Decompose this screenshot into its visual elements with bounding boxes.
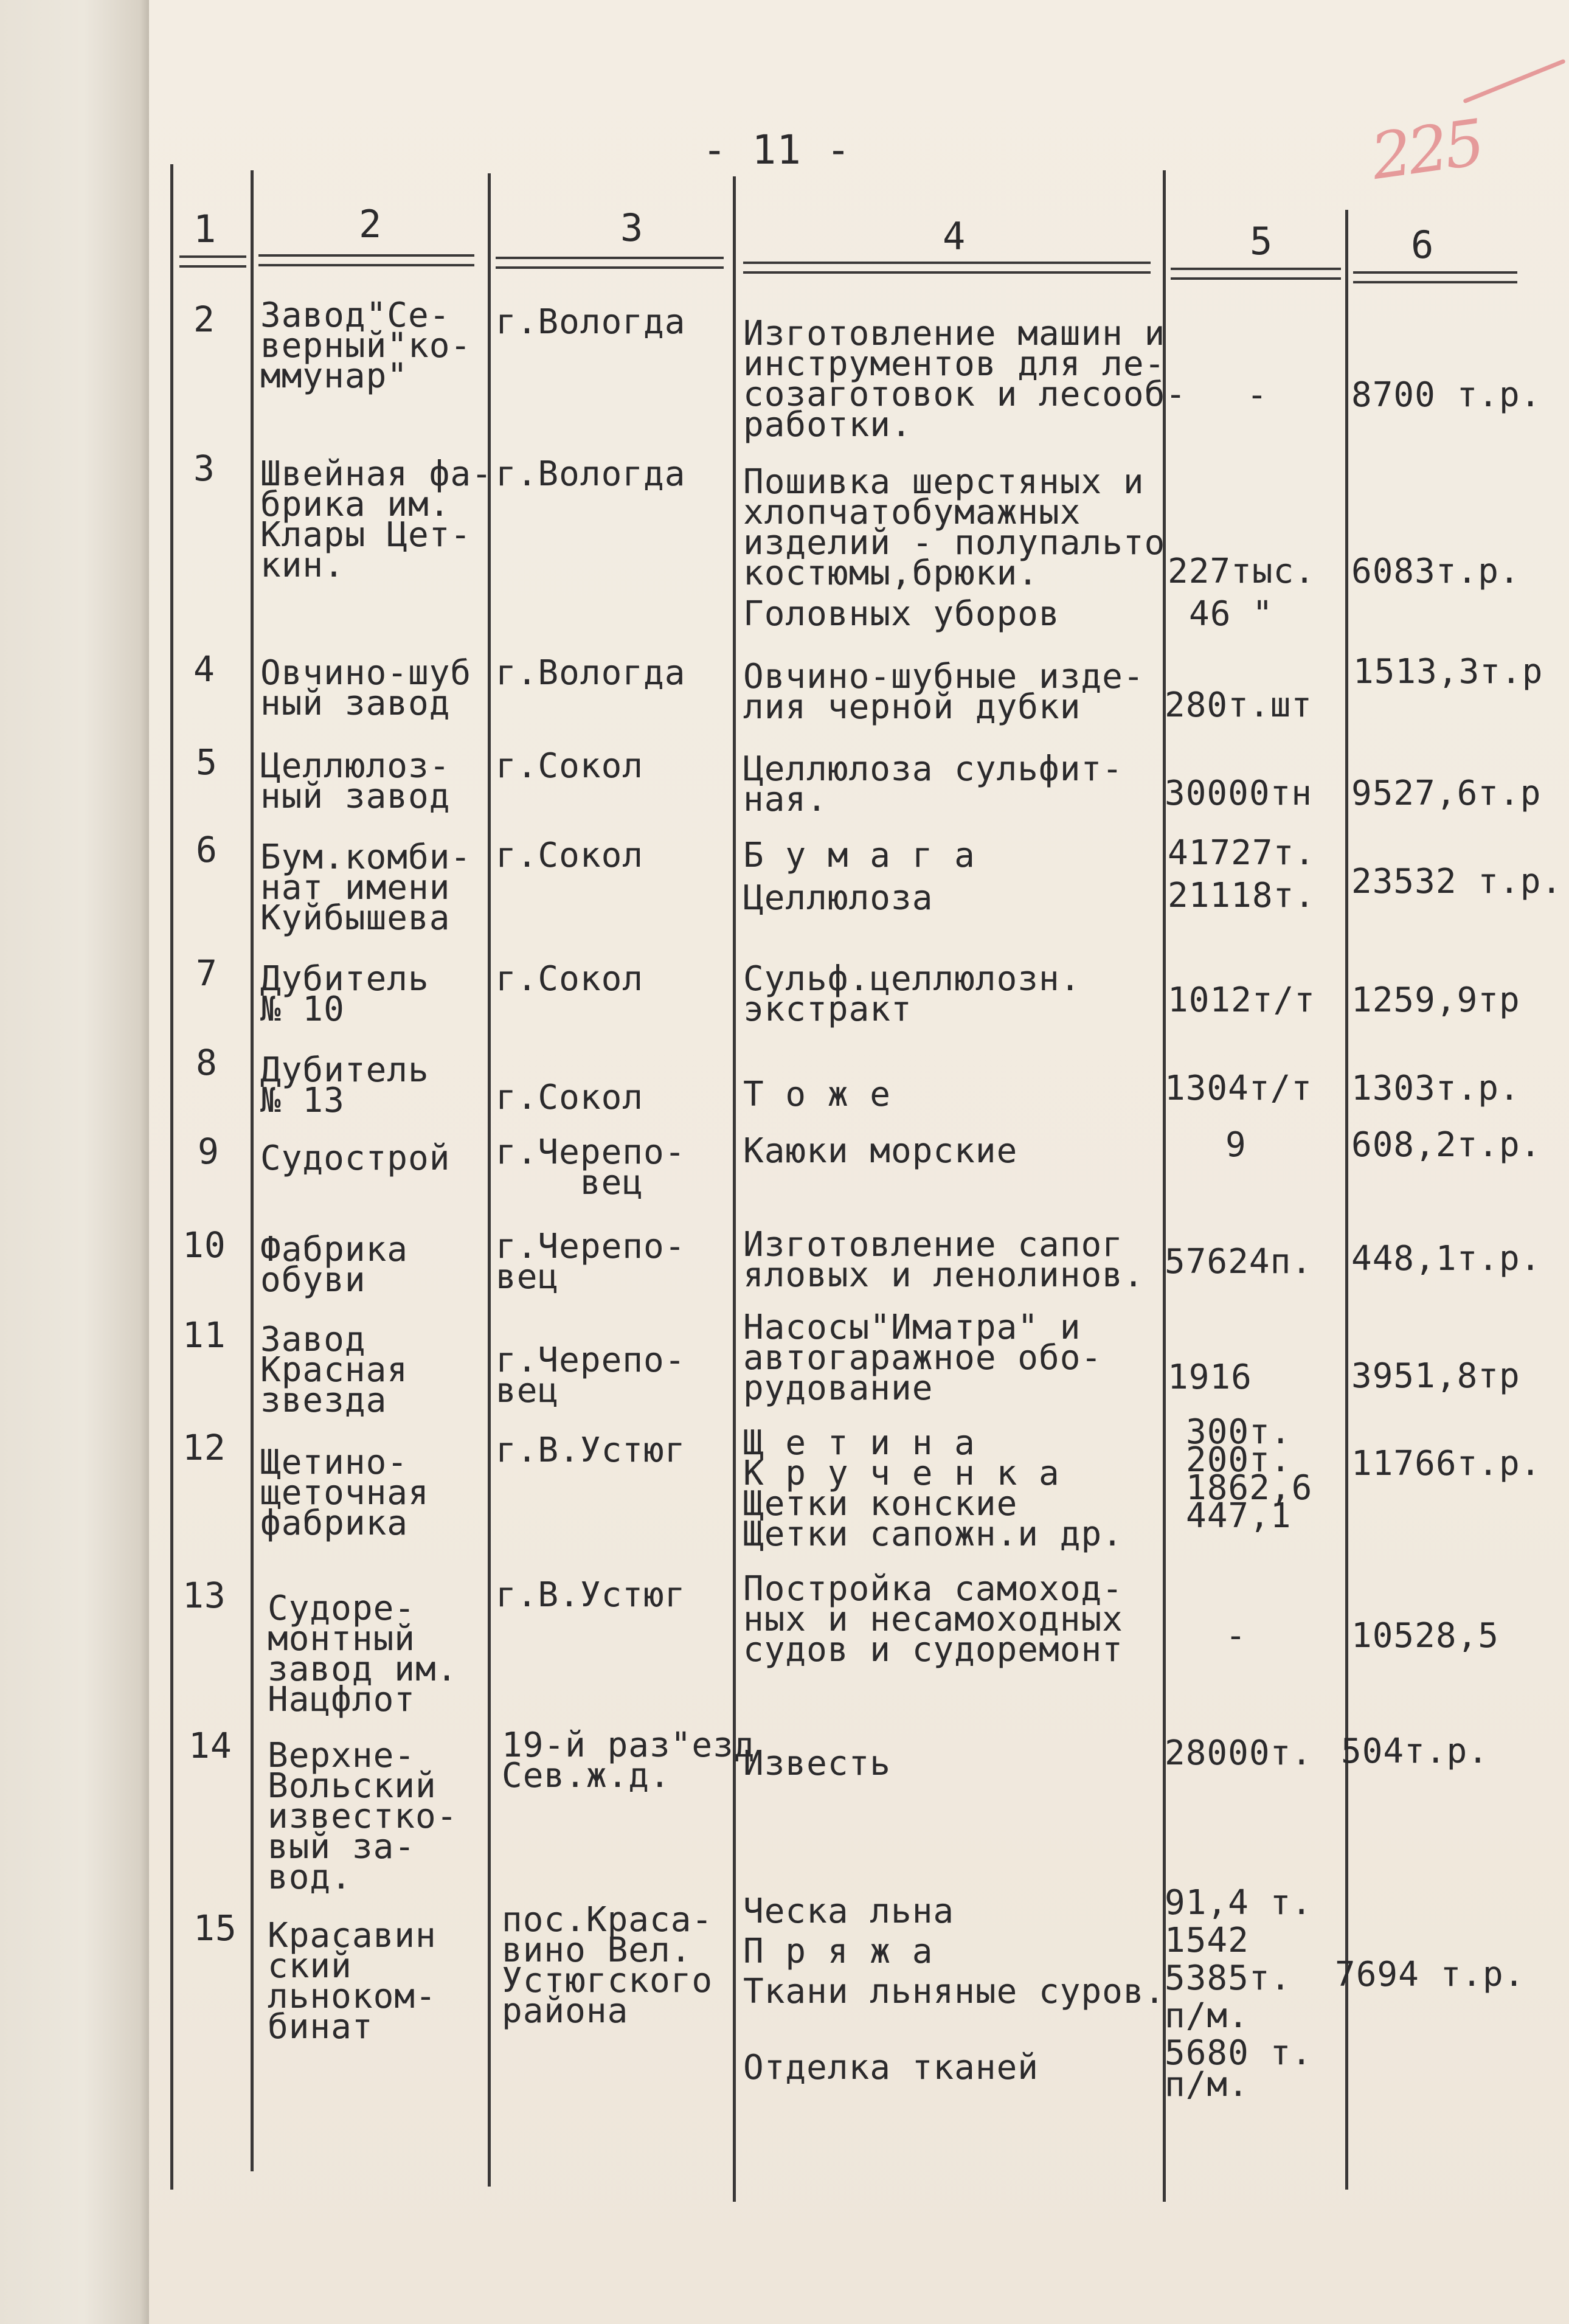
production-description: Целлюлоза сульфит- ная. xyxy=(743,749,1123,819)
row-number: 12 xyxy=(182,1427,226,1468)
row-number: 6 xyxy=(196,829,218,870)
production-value: 6083т.р. xyxy=(1351,552,1520,591)
production-quantity-extra: 5680 т. п/м. xyxy=(1165,2033,1313,2104)
enterprise-location: г.В.Устюг xyxy=(496,1431,686,1470)
column-divider-1 xyxy=(170,164,173,2190)
enterprise-name: Судострой xyxy=(260,1139,451,1178)
production-quantity: 30000тн xyxy=(1165,774,1313,813)
production-value: 7694 т.р. xyxy=(1335,1955,1525,1994)
col-header-2: 2 xyxy=(359,202,382,246)
row-number: 10 xyxy=(182,1224,226,1266)
column-divider-2 xyxy=(251,170,254,2171)
enterprise-name: Дубитель № 13 xyxy=(260,1050,429,1120)
production-value: 8700 т.р. xyxy=(1351,375,1542,415)
enterprise-location: г.Черепо- вец xyxy=(496,1341,686,1410)
production-description: Б у м а г а xyxy=(743,836,975,875)
col-header-3: 3 xyxy=(620,206,643,250)
row-number: 5 xyxy=(196,741,218,783)
production-description-extra: Отделка тканей xyxy=(743,2048,1039,2087)
enterprise-location: г.Вологда xyxy=(496,454,686,494)
enterprise-name: Красавин ский льноком- бинат xyxy=(268,1916,437,2047)
enterprise-location: г.Сокол xyxy=(496,959,644,999)
production-description: Т о ж е xyxy=(743,1075,892,1114)
production-value: 23532 т.р. xyxy=(1351,862,1563,901)
row-number: 8 xyxy=(196,1042,218,1083)
production-value: 3951,8тр xyxy=(1351,1356,1520,1396)
production-quantity: 280т.шт xyxy=(1165,685,1313,725)
production-value: 11766т.р. xyxy=(1351,1444,1542,1483)
enterprise-name: Овчино-шуб ный завод xyxy=(260,653,472,723)
col-header-5: 5 xyxy=(1250,219,1273,263)
production-description-extra: Целлюлоза xyxy=(743,878,933,918)
production-quantity: 1304т/т xyxy=(1165,1069,1313,1108)
production-value: 1513,3т.р xyxy=(1353,652,1543,692)
production-value: 10528,5 xyxy=(1351,1616,1500,1656)
production-quantity: 1012т/т xyxy=(1168,980,1316,1020)
production-description-extra: Головных уборов xyxy=(743,594,1060,634)
production-description: Насосы"Иматра" и автогаражное обо- рудование xyxy=(743,1308,1103,1408)
enterprise-location: г.В.Устюг xyxy=(496,1575,686,1615)
enterprise-name: Фабрика обуви xyxy=(260,1230,409,1300)
row-number: 3 xyxy=(193,448,215,489)
enterprise-location: г.Вологда xyxy=(496,653,686,693)
production-description: Сульф.целлюлозн. экстракт xyxy=(743,959,1081,1029)
enterprise-location: г.Черепо- вец xyxy=(496,1227,686,1297)
page-number: - 11 - xyxy=(702,127,851,173)
row-number: 2 xyxy=(193,299,215,340)
col-header-1: 1 xyxy=(193,207,216,251)
enterprise-location: г.Вологда xyxy=(496,302,686,342)
row-number: 13 xyxy=(182,1575,226,1616)
enterprise-location: г.Черепо- вец xyxy=(496,1133,686,1202)
row-number: 4 xyxy=(193,648,215,690)
enterprise-name: Щетино- щеточная фабрика xyxy=(260,1443,429,1543)
production-quantity: 28000т. xyxy=(1165,1733,1313,1773)
production-description: Известь xyxy=(743,1744,892,1783)
production-value: 1259,9тр xyxy=(1351,980,1520,1020)
production-value: 448,1т.р. xyxy=(1351,1239,1542,1278)
enterprise-location: г.Сокол xyxy=(496,836,644,875)
production-quantity-extra: 46 " xyxy=(1189,594,1273,634)
production-description: Изготовление машин и инструментов для ле- созаготовок и лесооб- работки. xyxy=(743,314,1187,445)
row-number: 9 xyxy=(198,1131,220,1172)
archive-page-stamp: 225 xyxy=(1366,105,1486,194)
enterprise-name: Судоре- монтный завод им. Нацфлот xyxy=(268,1589,458,1719)
column-divider-6 xyxy=(1345,210,1348,2190)
production-value: 608,2т.р. xyxy=(1351,1125,1542,1165)
production-quantity-extra: 21118т. xyxy=(1168,876,1316,915)
production-quantity: 91,4 т. 1542 5385т. п/м. xyxy=(1165,1883,1313,2036)
production-quantity: 300т. 200т. 1862,6 447,1 xyxy=(1186,1412,1313,1536)
production-quantity: 57624п. xyxy=(1165,1242,1313,1282)
enterprise-name: Верхне- Вольский известко- вый за- вод. xyxy=(268,1736,458,1897)
production-quantity: - xyxy=(1247,375,1268,415)
production-description: Каюки морские xyxy=(743,1131,1018,1171)
header-rule-4 xyxy=(743,262,1151,274)
production-value: 504т.р. xyxy=(1341,1732,1489,1771)
production-description: Постройка самоход- ных и несамоходных судов и судоремонт xyxy=(743,1569,1123,1670)
row-number: 11 xyxy=(182,1314,226,1356)
left-page-edge xyxy=(0,0,152,2324)
enterprise-location: пос.Краса- вино Вел. Устюгского района xyxy=(502,1900,713,2031)
header-rule-5 xyxy=(1171,268,1341,280)
production-quantity: - xyxy=(1225,1616,1247,1656)
enterprise-name: Завод"Се- верный"ко- ммунар" xyxy=(260,296,472,396)
enterprise-name: Швейная фа- брика им. Клары Цет- кин. xyxy=(260,454,493,585)
col-header-6: 6 xyxy=(1411,223,1434,267)
enterprise-name: Бум.комби- нат имени Куйбышева xyxy=(260,838,472,938)
production-description: Изготовление сапог яловых и ленолинов. xyxy=(743,1225,1145,1295)
col-header-4: 4 xyxy=(943,214,966,258)
enterprise-location: г.Сокол xyxy=(496,746,644,786)
row-number: 15 xyxy=(193,1907,237,1949)
enterprise-name: Целлюлоз- ный завод xyxy=(260,746,451,816)
production-description: Щ е т и н а К р у ч е н к а Щетки конские Щетки сапожн.и др. xyxy=(743,1423,1123,1554)
production-quantity: 227тыс. xyxy=(1168,552,1316,591)
header-rule-6 xyxy=(1353,271,1517,283)
production-quantity: 9 xyxy=(1225,1125,1247,1165)
production-description: Пошивка шерстяных и хлопчатобумажных изделий - полупальто костюмы,брюки. xyxy=(743,462,1166,593)
production-description: Ческа льна П р я ж а Ткани льняные суров. xyxy=(743,1892,1166,2011)
enterprise-location: г.Сокол xyxy=(496,1078,644,1117)
row-number: 14 xyxy=(189,1725,232,1766)
production-quantity: 41727т. xyxy=(1168,833,1316,873)
row-number: 7 xyxy=(196,952,218,994)
production-value: 1303т.р. xyxy=(1351,1069,1520,1108)
production-value: 9527,6т.р xyxy=(1351,774,1542,813)
enterprise-name: Дубитель № 10 xyxy=(260,959,429,1029)
header-rule-1 xyxy=(179,255,246,268)
enterprise-location: 19-й раз"езд Сев.ж.д. xyxy=(502,1726,755,1795)
header-rule-3 xyxy=(496,257,724,269)
header-rule-2 xyxy=(258,254,474,266)
production-quantity: 1916 xyxy=(1168,1358,1252,1397)
enterprise-name: Завод Красная звезда xyxy=(260,1320,409,1420)
production-description: Овчино-шубные изде- лия черной дубки xyxy=(743,657,1145,727)
column-divider-4 xyxy=(733,176,736,2202)
